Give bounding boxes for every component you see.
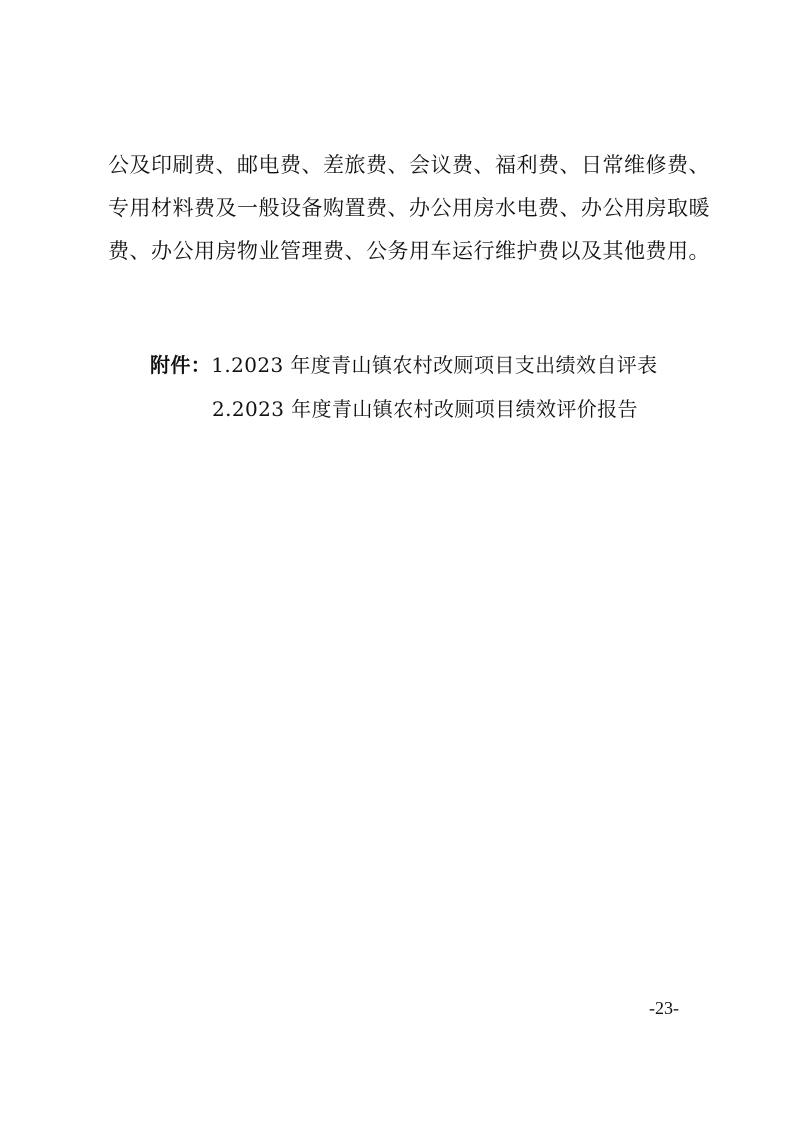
- page-number: -23-: [649, 998, 679, 1018]
- attachment-line-1: [150, 350, 658, 380]
- attachment-item: 2.2023 年度青山镇农村改厕项目绩效评价报告: [212, 397, 638, 421]
- attachment-line-2: [212, 394, 638, 424]
- attachments-label: 附件：: [150, 353, 212, 377]
- body-text-line: 专用材料费及一般设备购置费、办公用房水电费、办公用房取暖: [108, 196, 710, 220]
- body-text-line: 公及印刷费、邮电费、差旅费、会议费、福利费、日常维修费、: [108, 153, 710, 177]
- attachment-item: 1.2023 年度青山镇农村改厕项目支出绩效自评表: [211, 353, 658, 377]
- body-text-line: 费、办公用房物业管理费、公务用车运行维护费以及其他费用。: [108, 239, 710, 263]
